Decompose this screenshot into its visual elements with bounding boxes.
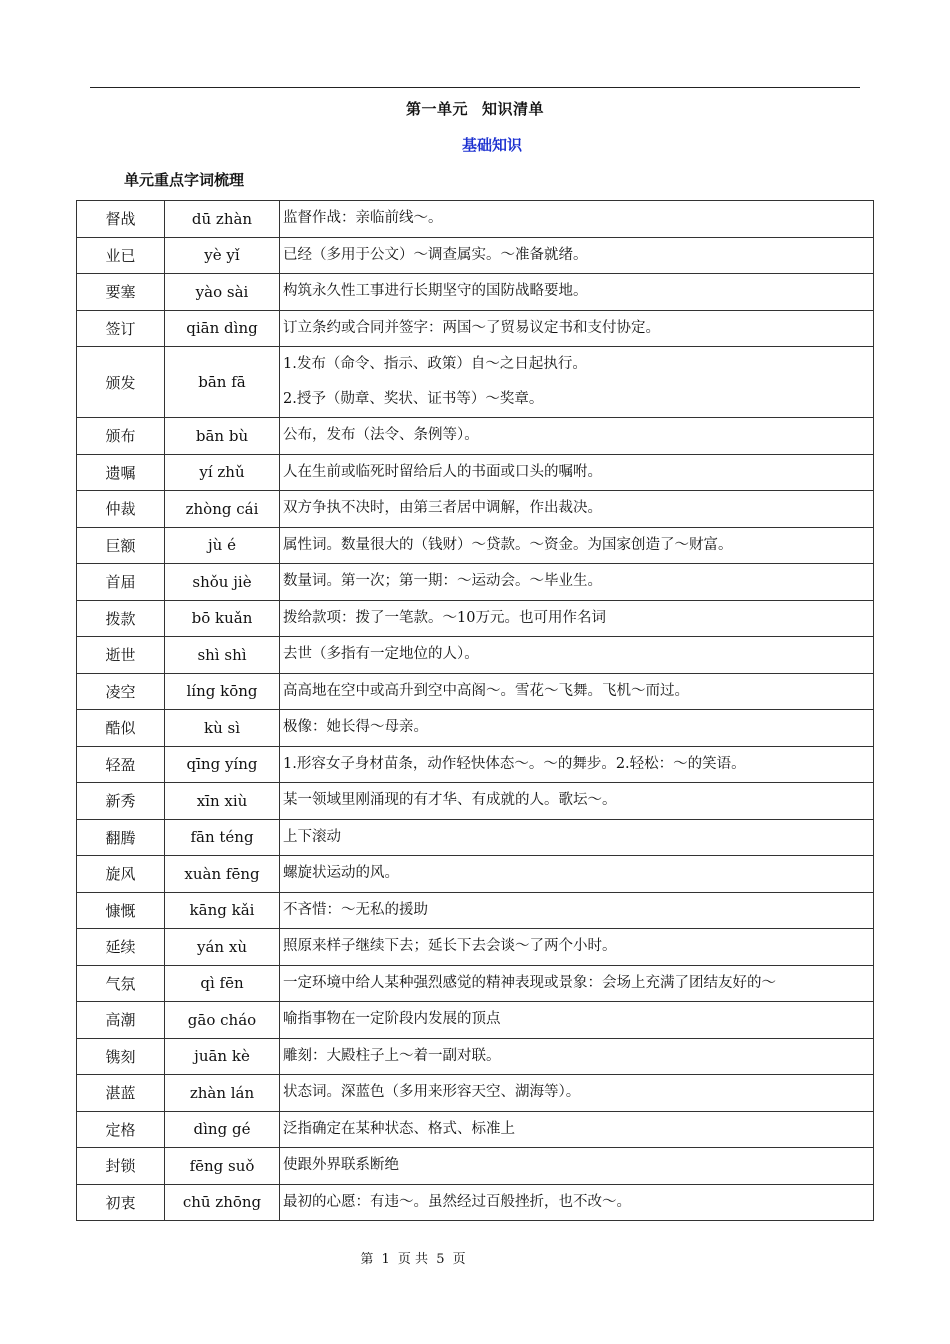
table-row bbox=[77, 418, 874, 455]
definition-line: 去世（多指有一定地位的人）。 bbox=[283, 646, 479, 663]
vocab-pinyin: yí zhǔ bbox=[165, 454, 280, 491]
table-row bbox=[77, 1111, 874, 1148]
table-row bbox=[77, 1038, 874, 1075]
vocab-definition bbox=[280, 491, 874, 528]
definition-line: 人在生前或临死时留给后人的书面或口头的嘱咐。 bbox=[283, 463, 602, 480]
vocab-word: 高潮 bbox=[77, 1002, 165, 1039]
vocab-word: 翻腾 bbox=[77, 819, 165, 856]
vocab-word: 镌刻 bbox=[77, 1038, 165, 1075]
definition-line: 1.形容女子身材苗条，动作轻快体态～。～的舞步。2.轻松：～的笑语。 bbox=[283, 755, 746, 772]
table-row bbox=[77, 1075, 874, 1112]
vocab-pinyin: bān bù bbox=[165, 418, 280, 455]
vocab-definition bbox=[280, 418, 874, 455]
vocab-word: 慷慨 bbox=[77, 892, 165, 929]
vocab-definition bbox=[280, 454, 874, 491]
table-row bbox=[77, 892, 874, 929]
vocab-word: 仲裁 bbox=[77, 491, 165, 528]
vocab-word: 要塞 bbox=[77, 274, 165, 311]
table-row bbox=[77, 637, 874, 674]
vocab-pinyin: juān kè bbox=[165, 1038, 280, 1075]
vocab-word: 凌空 bbox=[77, 673, 165, 710]
vocab-table bbox=[76, 200, 874, 1221]
definition-line: 某一领域里刚涌现的有才华、有成就的人。歌坛～。 bbox=[283, 792, 617, 809]
vocab-definition bbox=[280, 1184, 874, 1221]
vocab-word: 督战 bbox=[77, 201, 165, 238]
footer-suffix: 页 bbox=[452, 1252, 466, 1267]
page-title bbox=[0, 98, 950, 119]
page-subtitle: 基础知识 bbox=[461, 136, 522, 154]
footer-prefix: 第 bbox=[360, 1252, 374, 1267]
vocab-pinyin: qīng yíng bbox=[165, 746, 280, 783]
vocab-word: 封锁 bbox=[77, 1148, 165, 1185]
vocab-definition bbox=[280, 819, 874, 856]
vocab-word: 气氛 bbox=[77, 965, 165, 1002]
vocab-definition bbox=[280, 783, 874, 820]
table-row bbox=[77, 310, 874, 347]
section-title: 单元重点字词梳理 bbox=[124, 171, 245, 189]
table-row bbox=[77, 783, 874, 820]
vocab-word: 新秀 bbox=[77, 783, 165, 820]
vocab-pinyin: shì shì bbox=[165, 637, 280, 674]
definition-line: 2.授予（勋章、奖状、证书等）～奖章。 bbox=[283, 391, 544, 407]
vocab-pinyin: gāo cháo bbox=[165, 1002, 280, 1039]
vocab-pinyin: yè yǐ bbox=[165, 237, 280, 274]
vocab-pinyin: zhàn lán bbox=[165, 1075, 280, 1112]
table-row bbox=[77, 673, 874, 710]
definition-line: 构筑永久性工事进行长期坚守的国防战略要地。 bbox=[283, 283, 588, 300]
definition-line: 一定环境中给人某种强烈感觉的精神表现或景象：会场上充满了团结友好的～ bbox=[283, 974, 776, 991]
definition-line: 状态词。深蓝色（多用来形容天空、湖海等）。 bbox=[283, 1084, 581, 1101]
definition-line: 数量词。第一次；第一期：～运动会。～毕业生。 bbox=[283, 573, 602, 590]
vocab-word: 初衷 bbox=[77, 1184, 165, 1221]
definition-line: 监督作战：亲临前线～。 bbox=[283, 210, 443, 227]
vocab-definition bbox=[280, 1148, 874, 1185]
vocab-word: 业已 bbox=[77, 237, 165, 274]
vocab-definition bbox=[280, 274, 874, 311]
table-row bbox=[77, 819, 874, 856]
vocab-definition bbox=[280, 929, 874, 966]
definition-line: 最初的心愿：有违～。虽然经过百般挫折，也不改～。 bbox=[283, 1193, 631, 1210]
table-row bbox=[77, 347, 874, 418]
vocab-word: 逝世 bbox=[77, 637, 165, 674]
definition-line: 螺旋状运动的风。 bbox=[283, 865, 399, 882]
vocab-word: 签订 bbox=[77, 310, 165, 347]
vocab-pinyin: líng kōng bbox=[165, 673, 280, 710]
vocab-word: 延续 bbox=[77, 929, 165, 966]
vocab-pinyin: kāng kǎi bbox=[165, 892, 280, 929]
definition-line: 1.发布（命令、指示、政策）自～之日起执行。 bbox=[283, 356, 587, 372]
title-part1: 第一单元 bbox=[405, 100, 468, 118]
definition-line: 泛指确定在某种状态、格式、标准上 bbox=[283, 1120, 515, 1137]
definition-line: 上下滚动 bbox=[283, 828, 341, 845]
table-row bbox=[77, 201, 874, 238]
table-row bbox=[77, 856, 874, 893]
table-row bbox=[77, 1148, 874, 1185]
vocab-definition bbox=[280, 527, 874, 564]
definition-line: 订立条约或合同并签字：两国～了贸易议定书和支付协定。 bbox=[283, 319, 660, 336]
vocab-word: 轻盈 bbox=[77, 746, 165, 783]
vocab-definition bbox=[280, 965, 874, 1002]
table-row bbox=[77, 564, 874, 601]
definition-line: 高高地在空中或高升到空中高阁～。雪花～飞舞。飞机～而过。 bbox=[283, 682, 689, 699]
vocab-pinyin: qì fēn bbox=[165, 965, 280, 1002]
vocab-definition bbox=[280, 1038, 874, 1075]
table-row bbox=[77, 929, 874, 966]
vocab-word: 颁布 bbox=[77, 418, 165, 455]
vocab-definition bbox=[280, 600, 874, 637]
vocab-definition bbox=[280, 673, 874, 710]
vocab-definition bbox=[280, 347, 874, 418]
vocab-pinyin: dū zhàn bbox=[165, 201, 280, 238]
vocab-pinyin: qiān dìng bbox=[165, 310, 280, 347]
page-footer bbox=[0, 1248, 826, 1267]
vocab-definition bbox=[280, 310, 874, 347]
table-row bbox=[77, 965, 874, 1002]
definition-line: 使跟外界联系断绝 bbox=[283, 1157, 399, 1174]
table-row bbox=[77, 710, 874, 747]
vocab-pinyin: shǒu jiè bbox=[165, 564, 280, 601]
definition-line: 雕刻：大殿柱子上～着一副对联。 bbox=[283, 1047, 501, 1064]
vocab-definition bbox=[280, 746, 874, 783]
vocab-word: 颁发 bbox=[77, 347, 165, 418]
vocab-pinyin: xīn xiù bbox=[165, 783, 280, 820]
vocab-definition bbox=[280, 710, 874, 747]
table-row bbox=[77, 454, 874, 491]
vocab-pinyin: zhòng cái bbox=[165, 491, 280, 528]
footer-total-pages: 5 bbox=[436, 1252, 445, 1267]
table-row bbox=[77, 600, 874, 637]
vocab-definition bbox=[280, 237, 874, 274]
vocab-definition bbox=[280, 564, 874, 601]
vocab-pinyin: chū zhōng bbox=[165, 1184, 280, 1221]
vocab-word: 酷似 bbox=[77, 710, 165, 747]
vocab-pinyin: fēng suǒ bbox=[165, 1148, 280, 1185]
definition-line: 拨给款项：拨了一笔款。～10万元。也可用作名词 bbox=[283, 609, 606, 626]
definition-line: 公布，发布（法令、条例等）。 bbox=[283, 427, 479, 444]
vocab-definition bbox=[280, 201, 874, 238]
vocab-pinyin: bō kuǎn bbox=[165, 600, 280, 637]
definition-line: 不吝惜：～无私的援助 bbox=[283, 901, 428, 918]
definition-line: 已经（多用于公文）～调查属实。～准备就绪。 bbox=[283, 246, 588, 263]
vocab-definition bbox=[280, 1111, 874, 1148]
footer-page-number: 1 bbox=[381, 1252, 390, 1267]
definition-line: 双方争执不决时，由第三者居中调解，作出裁决。 bbox=[283, 500, 602, 517]
definition-line: 属性词。数量很大的（钱财）～贷款。～资金。为国家创造了～财富。 bbox=[283, 536, 733, 553]
vocab-pinyin: kù sì bbox=[165, 710, 280, 747]
vocab-definition bbox=[280, 892, 874, 929]
vocab-pinyin: fān téng bbox=[165, 819, 280, 856]
table-row bbox=[77, 746, 874, 783]
vocab-pinyin: yào sài bbox=[165, 274, 280, 311]
vocab-definition bbox=[280, 637, 874, 674]
vocab-pinyin: yán xù bbox=[165, 929, 280, 966]
vocab-word: 湛蓝 bbox=[77, 1075, 165, 1112]
vocab-pinyin: jù é bbox=[165, 527, 280, 564]
vocab-word: 巨额 bbox=[77, 527, 165, 564]
vocab-word: 首届 bbox=[77, 564, 165, 601]
definition-line: 极像：她长得～母亲。 bbox=[283, 719, 428, 736]
table-row bbox=[77, 274, 874, 311]
footer-mid: 页 共 bbox=[397, 1252, 429, 1267]
table-row bbox=[77, 1002, 874, 1039]
table-row bbox=[77, 527, 874, 564]
table-row bbox=[77, 491, 874, 528]
vocab-pinyin: dìng gé bbox=[165, 1111, 280, 1148]
vocab-word: 遗嘱 bbox=[77, 454, 165, 491]
vocab-pinyin: xuàn fēng bbox=[165, 856, 280, 893]
title-part2: 知识清单 bbox=[482, 100, 545, 118]
table-row bbox=[77, 237, 874, 274]
definition-line: 照原来样子继续下去；延长下去会谈～了两个小时。 bbox=[283, 938, 617, 955]
vocab-word: 旋风 bbox=[77, 856, 165, 893]
vocab-word: 拨款 bbox=[77, 600, 165, 637]
table-row bbox=[77, 1184, 874, 1221]
vocab-pinyin: bān fā bbox=[165, 347, 280, 418]
vocab-definition bbox=[280, 856, 874, 893]
definition-line: 喻指事物在一定阶段内发展的顶点 bbox=[283, 1011, 501, 1028]
vocab-word: 定格 bbox=[77, 1111, 165, 1148]
vocab-definition bbox=[280, 1002, 874, 1039]
header-rule bbox=[90, 87, 860, 88]
vocab-definition bbox=[280, 1075, 874, 1112]
